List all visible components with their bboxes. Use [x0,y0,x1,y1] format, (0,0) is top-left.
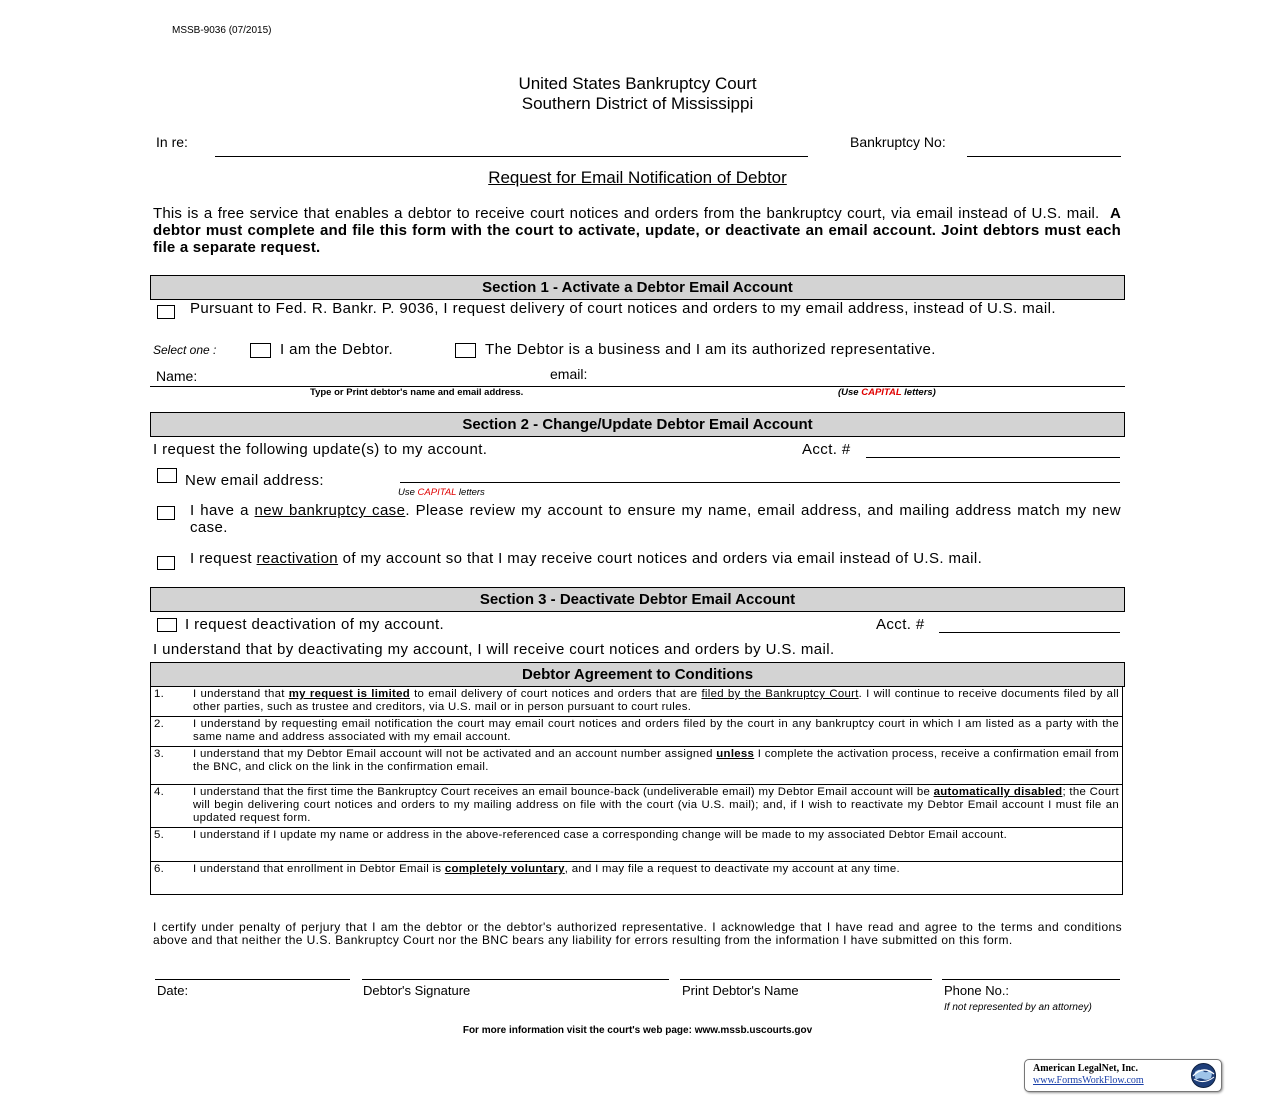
section3-acct-label: Acct. # [876,616,925,633]
i-am-debtor-label: I am the Debtor. [280,341,394,358]
section1-request-text: Pursuant to Fed. R. Bankr. P. 9036, I request delivery of court notices and orders to my email address, instead of U.S. mail. [190,300,1056,317]
intro-text [153,205,1121,256]
new-email-checkbox[interactable] [157,468,177,483]
reactivation-text: I request reactivation of my account so that I may receive court notices and orders via email instead of U.S. mail. [190,550,983,567]
deactivation-checkbox[interactable] [157,618,177,632]
section1-header: Section 1 - Activate a Debtor Email Account [150,275,1125,300]
court-name: United States Bankruptcy Court [518,74,757,93]
name-label: Name: [156,368,198,384]
american-legalnet-logo [1024,1059,1222,1092]
section2-header: Section 2 - Change/Update Debtor Email Account [150,412,1125,437]
globe-icon [1190,1062,1217,1089]
name-hint: Type or Print debtor's name and email address. [310,387,524,398]
section2-acct-field[interactable] [866,457,1120,458]
agreement-item: 4. I understand that the first time the Bankruptcy Court receives an email bounce-back (undeliverable email) my Debtor Email account will be automatically disabled; the Court will begin delivering court notices and orders to my mailing address on file with the court (via U.S. mail); and, if I wish to reactivate my Debtor Email account I must file an updated request form. [151,784,1122,827]
activate-checkbox[interactable] [157,305,175,319]
agreement-item: 2. I understand by requesting email notification the court may email court notices and orders filed by the court in any bankruptcy court in which I am listed as a party with the same name and address associated with my email account. [151,716,1122,746]
reactivation-checkbox[interactable] [157,556,175,570]
section2-request-text: I request the following update(s) to my account. [153,441,488,458]
intro-plain: This is a free service that enables a debtor to receive court notices and orders from the bankruptcy court, via email instead of U.S. mail. [153,205,1100,222]
in-re-label: In re: [156,134,188,150]
new-email-capital-hint: Use CAPITAL letters [398,487,485,498]
i-am-debtor-checkbox[interactable] [250,343,271,358]
logo-company: American LegalNet, Inc. [1033,1063,1138,1074]
court-district: Southern District of Mississippi [521,94,754,113]
deactivation-understand-text: I understand that by deactivating my account, I will receive court notices and orders by U.S. mail. [153,641,835,658]
new-email-label: New email address: [185,472,324,489]
phone-field[interactable] [942,979,1120,980]
print-name-field[interactable] [680,979,932,980]
agreement-item: 5. I understand if I update my name or address in the above-referenced case a corresponding change will be made to my associated Debtor Email account. [151,827,1122,861]
bankruptcy-no-label: Bankruptcy No: [850,134,946,150]
section2-acct-label: Acct. # [802,441,851,458]
print-name-label: Print Debtor's Name [682,983,799,998]
agreement-item: 1. I understand that my request is limited to email delivery of court notices and orders that are filed by the Bankruptcy Court. I will continue to receive documents filed by all other parties, such as trustee and creditors, via U.S. mail or in person pursuant to court rules. [151,686,1122,716]
form-id: MSSB-9036 (07/2015) [172,25,272,36]
business-rep-checkbox[interactable] [455,343,476,358]
attorney-note: If not represented by an attorney) [944,1002,1092,1013]
certification-text: I certify under penalty of perjury that I am the debtor or the debtor's authorized representative. I acknowledge that I have read and agree to the terms and conditions above and that neither the U.S. Bankruptcy Court nor the BNC bears any liability for errors resulting from the information I have submitted on this form. [153,920,1122,947]
agreement-list [150,686,1123,895]
agreement-item: 3. I understand that my Debtor Email account will not be activated and an account number assigned unless I complete the activation process, receive a confirmation email from the BNC, and click on the link in the confirmation email. [151,746,1122,784]
date-field[interactable] [155,979,350,980]
new-case-checkbox[interactable] [157,506,175,520]
agreement-item: 6. I understand that enrollment in Debtor Email is completely voluntary, and I may file a request to deactivate my account at any time. [151,861,1122,894]
deactivation-text: I request deactivation of my account. [185,616,445,633]
name-email-field[interactable] [150,386,1125,387]
new-email-field[interactable] [400,482,1120,483]
section3-header: Section 3 - Deactivate Debtor Email Account [150,587,1125,612]
phone-label: Phone No.: [944,983,1010,998]
date-label: Date: [157,983,189,998]
bankruptcy-no-field[interactable] [967,156,1121,157]
in-re-field[interactable] [215,156,808,157]
footer-text: For more information visit the court's web page: www.mssb.uscourts.gov [462,1025,813,1036]
form-title: Request for Email Notification of Debtor [488,168,787,187]
signature-label: Debtor's Signature [363,983,471,998]
capital-hint: (Use CAPITAL letters) [838,387,936,398]
new-case-text: I have a new bankruptcy case. Please review my account to ensure my name, email address, and mailing address match my new case. [190,502,1122,536]
signature-field[interactable] [362,979,669,980]
section3-acct-field[interactable] [939,632,1120,633]
intro-bold: A debtor must complete and file this form with the court to activate, update, or deactivate an email account. Joint debtors must each file a separate request. [153,205,1121,256]
email-label: email: [550,366,588,382]
business-rep-label: The Debtor is a business and I am its authorized representative. [485,341,936,358]
agreement-header: Debtor Agreement to Conditions [150,662,1125,687]
logo-url[interactable]: www.FormsWorkFlow.com [1033,1075,1144,1086]
select-one-label: Select one : [153,343,217,357]
